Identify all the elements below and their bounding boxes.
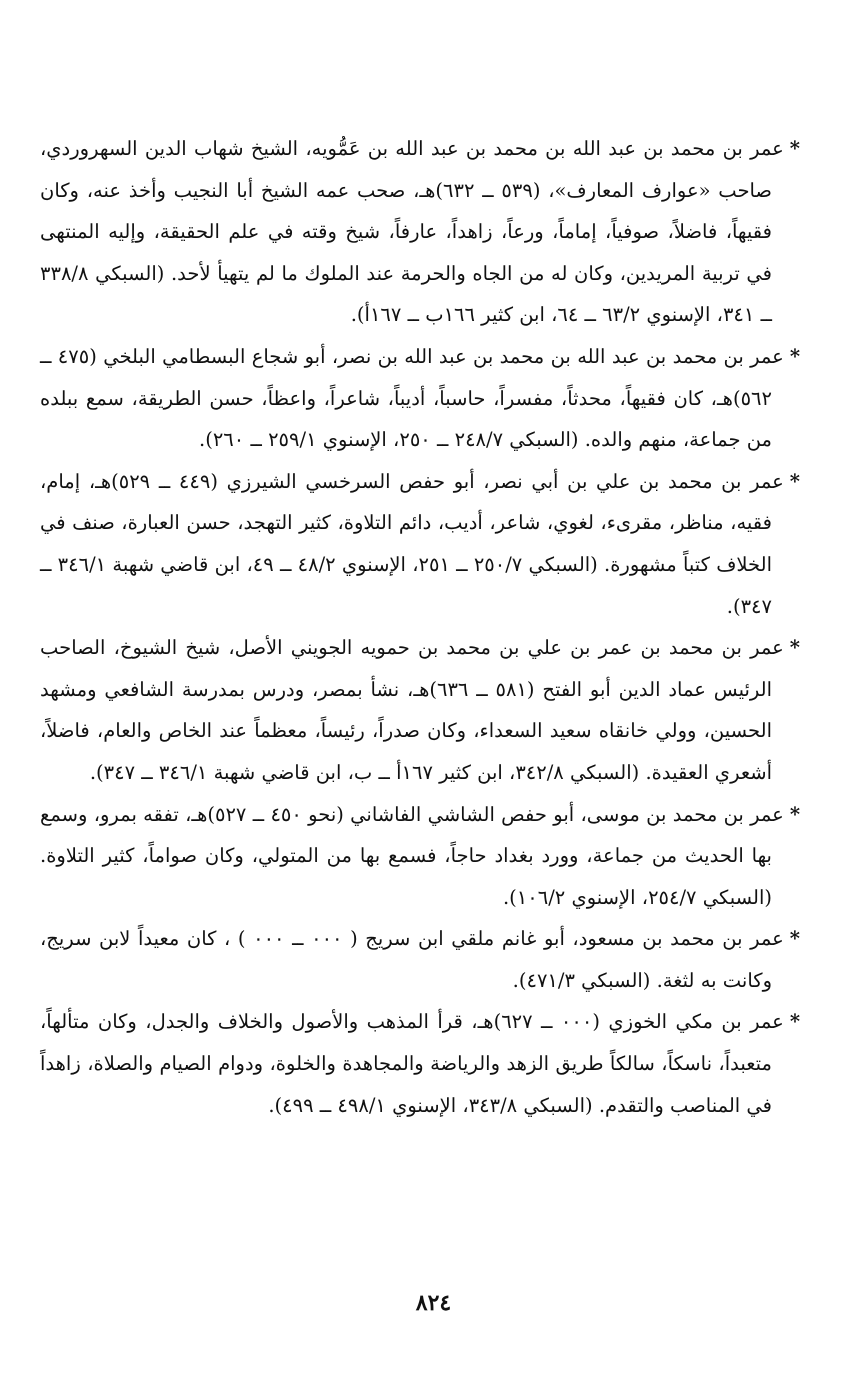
biography-entry <box>40 128 800 336</box>
entry-marker: * <box>789 469 800 493</box>
entry-text: عمر بن محمد بن عبد الله بن محمد بن عبد الله بن نصر، أبو شجاع البسطامي البلخي (٤٧٥ ــ ٥٦٢)هـ، كان فقيهاً، محدثاً، مفسراً، حاسباً، أديباً، شاعراً، واعظاً، حسن الطريقة، سمع ببلده من جماعة، منهم والده. (السبكي ٢٤٨/٧ ــ ٢٥٠، الإسنوي ٢٥٩/١ ــ ٢٦٠). <box>40 344 784 452</box>
entry-text: عمر بن مكي الخوزي (٠٠٠ ــ ٦٢٧)هـ، قرأ المذهب والأصول والخلاف والجدل، وكان متألهاً، متعبداً، ناسكاً، سالكاً طريق الزهد والرياضة والمجاهدة والخلوة، ودوام الصيام والصلاة، زاهداً في المناصب والتقدم. (السبكي ٣٤٣/٨، الإسنوي ٤٩٨/١ ــ ٤٩٩). <box>40 1010 784 1117</box>
entry-marker: * <box>789 344 801 368</box>
entry-marker: * <box>789 927 800 951</box>
page-body <box>40 128 800 1126</box>
biography-entry <box>40 794 800 919</box>
biography-entry <box>40 918 800 1001</box>
biography-entry <box>40 627 800 793</box>
entry-text: عمر بن محمد بن موسى، أبو حفص الشاشي الفاشاني (نحو ٤٥٠ ــ ٥٢٧)هـ، تفقه بمرو، وسمع بها الحديث من جماعة، وورد بغداد حاجاً، فسمع بها من المتولي، وكان صواماً، كثير التلاوة. (السبكي ٢٥٤/٧، الإسنوي ١٠٦/٢). <box>40 802 784 909</box>
page-number: ٨٢٤ <box>415 1290 452 1316</box>
entry-text: عمر بن محمد بن علي بن أبي نصر، أبو حفص السرخسي الشيرزي (٤٤٩ ــ ٥٢٩)هـ، إمام، فقيه، مناظر، مقرىء، لغوي، شاعر، أديب، دائم التلاوة، كثير التهجد، حسن العبارة، صنف في الخلاف كتباً مشهورة. (السبكي ٢٥٠/٧ ــ ٢٥١، الإسنوي ٤٨/٢ ــ ٤٩، ابن قاضي شهبة ٣٤٦/١ ــ ٣٤٧). <box>40 469 784 618</box>
entry-text: عمر بن محمد بن مسعود، أبو غانم ملقي ابن سريج ( ٠٠٠ ــ ٠٠٠ ) ، كان معيداً لابن سريج، وكانت به لثغة. (السبكي ٤٧١/٣). <box>40 927 784 992</box>
entry-text: عمر بن محمد بن عبد الله بن محمد بن عبد الله بن عَمُّويه، الشيخ شهاب الدين السهروردي، صاحب «عوارف المعارف»، (٥٣٩ ــ ٦٣٢)هـ، صحب عمه الشيخ أبا النجيب وأخذ عنه، وكان فقيهاً، فاضلاً، صوفياً، إماماً، ورعاً، زاهداً، عارفاً، شيخ وقته في علم الحقيقة، وإليه المنتهى في تربية المريدين، وكان له من الجاه والحرمة عند الملوك ما لم يتهيأ لأحد. (السبكي ٣٣٨/٨ ــ ٣٤١، الإسنوي ٦٣/٢ ــ ٦٤، ابن كثير ١٦٦ب ــ ١٦٧أ). <box>40 137 784 327</box>
entry-marker: * <box>789 636 800 660</box>
entry-marker: * <box>789 1010 801 1034</box>
biography-entry <box>40 336 800 461</box>
entry-marker: * <box>789 137 800 160</box>
biography-entry <box>40 461 800 627</box>
entry-marker: * <box>789 802 801 826</box>
biography-entry <box>40 1001 800 1126</box>
entry-text: عمر بن محمد بن عمر بن علي بن محمد بن حمويه الجويني الأصل، شيخ الشيوخ، الصاحب الرئيس عماد الدين أبو الفتح (٥٨١ ــ ٦٣٦)هـ، نشأ بمصر، ودرس بمدرسة الشافعي ومشهد الحسين، وولي خانقاه سعيد السعداء، وكان صدراً، رئيساً، معظماً عند الخاص والعام، فاضلاً، أشعري العقيدة. (السبكي ٣٤٢/٨، ابن كثير ١٦٧أ ــ ب، ابن قاضي شهبة ٣٤٦/١ ــ ٣٤٧). <box>40 636 784 784</box>
